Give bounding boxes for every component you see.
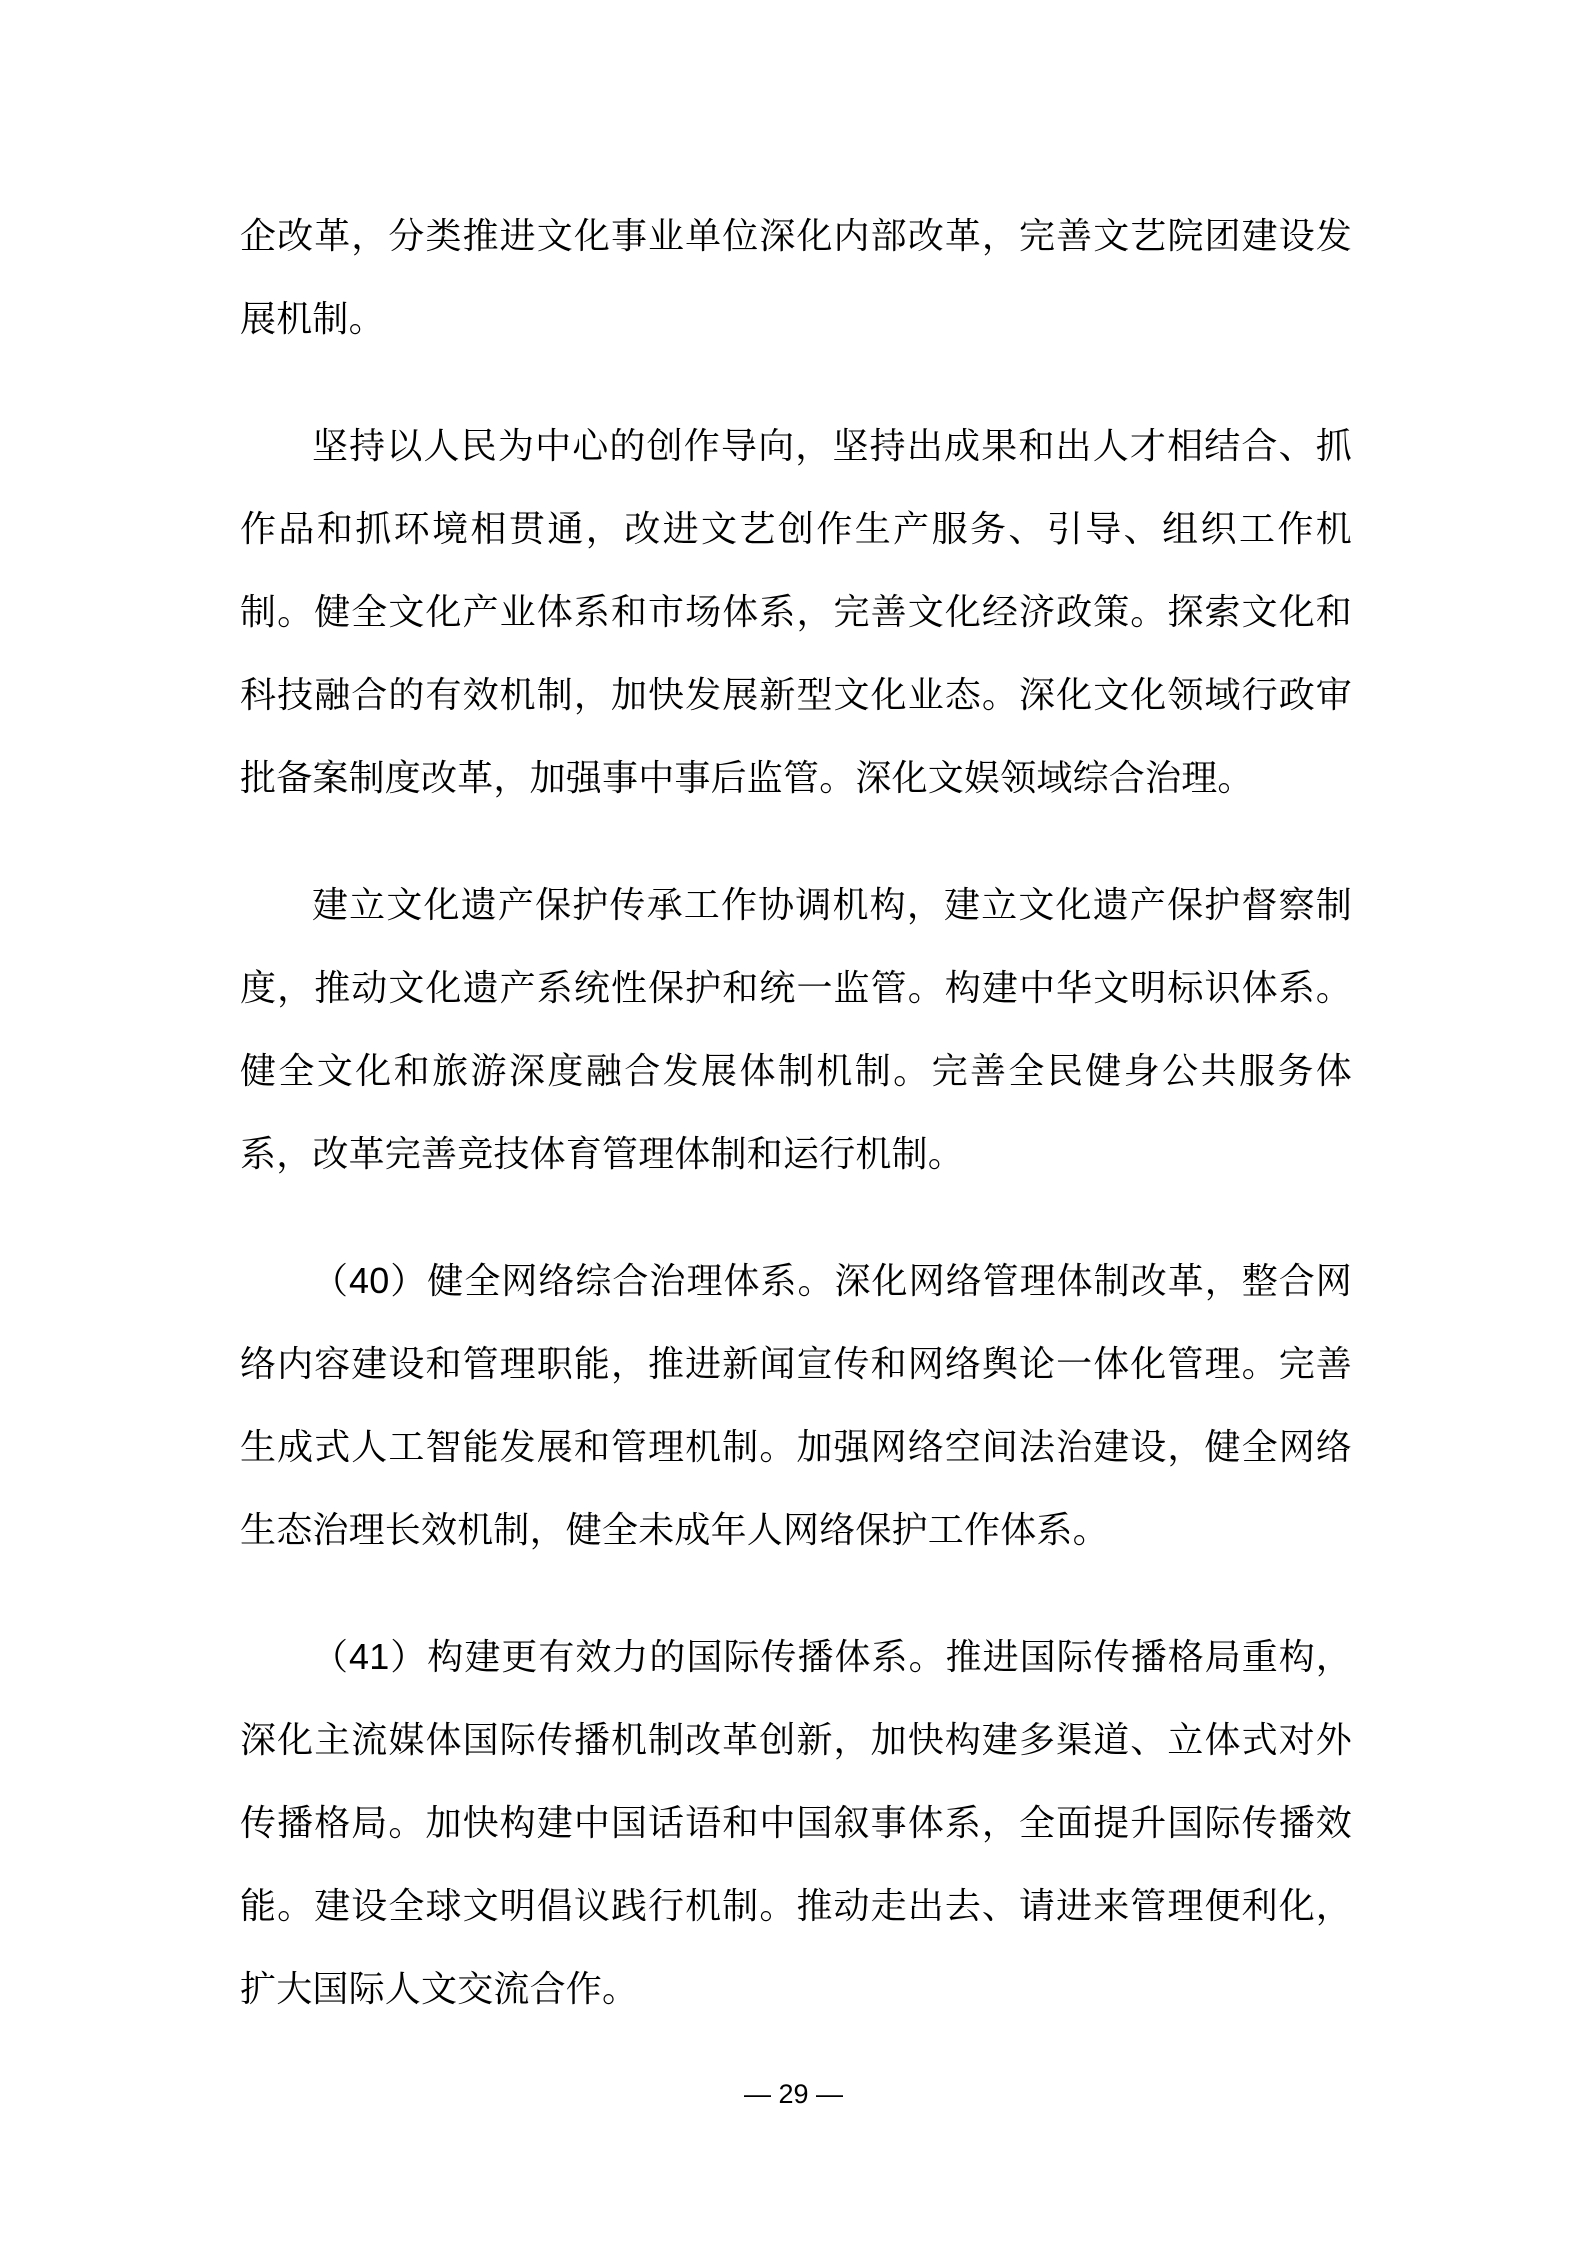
body-paragraph: 企改革，分类推进文化事业单位深化内部改革，完善文艺院团建设发展机制。: [240, 215, 1352, 339]
page-number: — 29 —: [743, 2079, 844, 2109]
document-body: [240, 194, 1352, 2030]
body-paragraph: 坚持以人民为中心的创作导向，坚持出成果和出人才相结合、抓作品和抓环境相贯通，改进文艺创作生产服务、引导、组织工作机制。健全文化产业体系和市场体系，完善文化经济政策。探索文化和科技融合的有效机制，加快发展新型文化业态。深化文化领域行政审批备案制度改革，加强事中事后监管。深化文娱领域综合治理。: [240, 425, 1352, 798]
body-paragraph: 建立文化遗产保护传承工作协调机构，建立文化遗产保护督察制度，推动文化遗产系统性保护和统一监管。构建中华文明标识体系。健全文化和旅游深度融合发展体制机制。完善全民健身公共服务体系，改革完善竞技体育管理体制和运行机制。: [240, 884, 1352, 1174]
body-paragraph-item-40: （40）健全网络综合治理体系。深化网络管理体制改革，整合网络内容建设和管理职能，推进新闻宣传和网络舆论一体化管理。完善生成式人工智能发展和管理机制。加强网络空间法治建设，健全网络生态治理长效机制，健全未成年人网络保护工作体系。: [240, 1260, 1352, 1550]
body-paragraph-item-41: （41）构建更有效力的国际传播体系。推进国际传播格局重构，深化主流媒体国际传播机制改革创新，加快构建多渠道、立体式对外传播格局。加快构建中国话语和中国叙事体系，全面提升国际传播效能。建设全球文明倡议践行机制。推动走出去、请进来管理便利化，扩大国际人文交流合作。: [240, 1636, 1352, 2009]
